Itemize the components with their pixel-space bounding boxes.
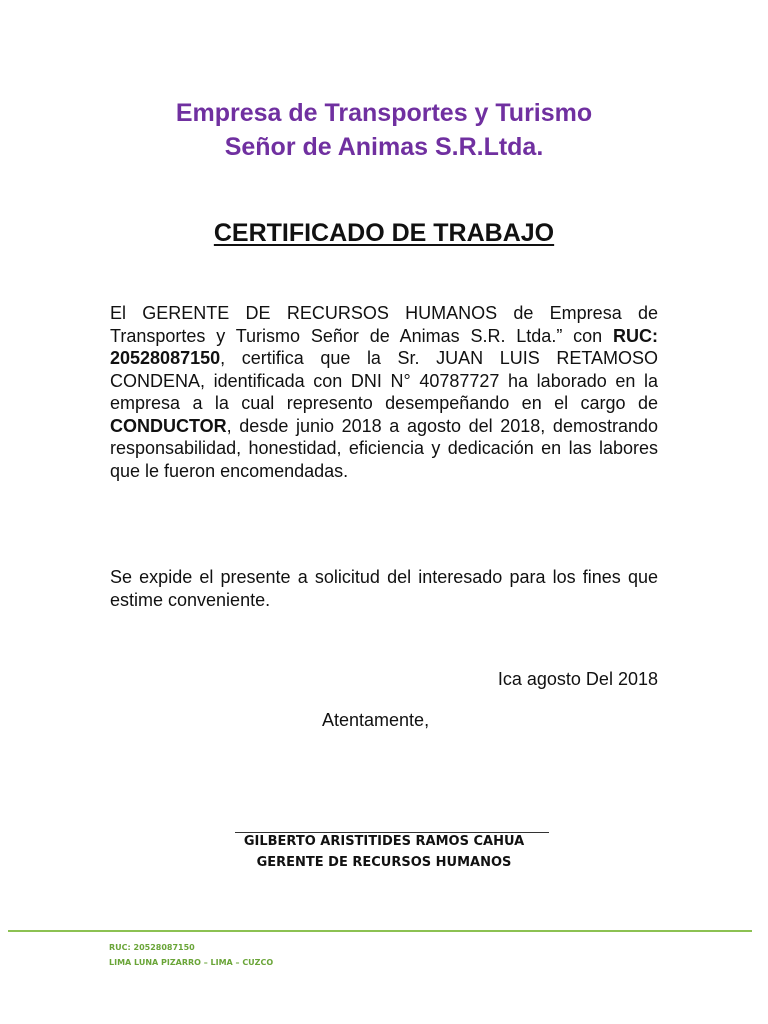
document-title [0,217,768,249]
signer-name: GILBERTO ARISTITIDES RAMOS CAHUA [243,834,525,849]
company-name-line-1: Empresa de Transportes y Turismo [175,99,593,127]
footer-ruc: RUC: 20528087150 [109,943,195,952]
company-name [0,96,768,164]
job-position: CONDUCTOR [110,415,227,436]
paragraph-employee-text: , certifica que la Sr. JUAN LUIS RETAMOSO CONDENA, identificada con DNI N° 40787727 ha laborado en la empresa a la cual represento desempeñando en el cargo de [110,348,658,413]
purpose-paragraph: Se expide el presente a solicitud del interesado para los fines que estime conveniente. [110,567,658,610]
company-name-line-2: Señor de Animas S.R.Ltda. [224,133,544,161]
closing-salutation: Atentamente, [322,710,430,730]
place-and-date: Ica agosto Del 2018 [497,669,658,689]
document-title-text: CERTIFICADO DE TRABAJO [213,219,555,247]
paragraph-closing-text: , desde junio 2018 a agosto del 2018, demostrando responsabilidad, honestidad, eficiencia y dedicación en las labores que le fueron encomendadas. [110,415,658,481]
certification-paragraph [110,302,658,482]
footer-divider [8,930,752,932]
paragraph-intro-text: El GERENTE DE RECURSOS HUMANOS de Empresa de Transportes y Turismo Señor de Animas S.R. Ltda.” con [110,303,658,346]
footer [109,940,273,970]
signer-role: GERENTE DE RECURSOS HUMANOS [256,855,512,870]
footer-address: LIMA LUNA PIZARRO – LIMA – CUZCO [109,958,274,967]
ruc-number: RUC: 20528087150 [110,325,658,368]
